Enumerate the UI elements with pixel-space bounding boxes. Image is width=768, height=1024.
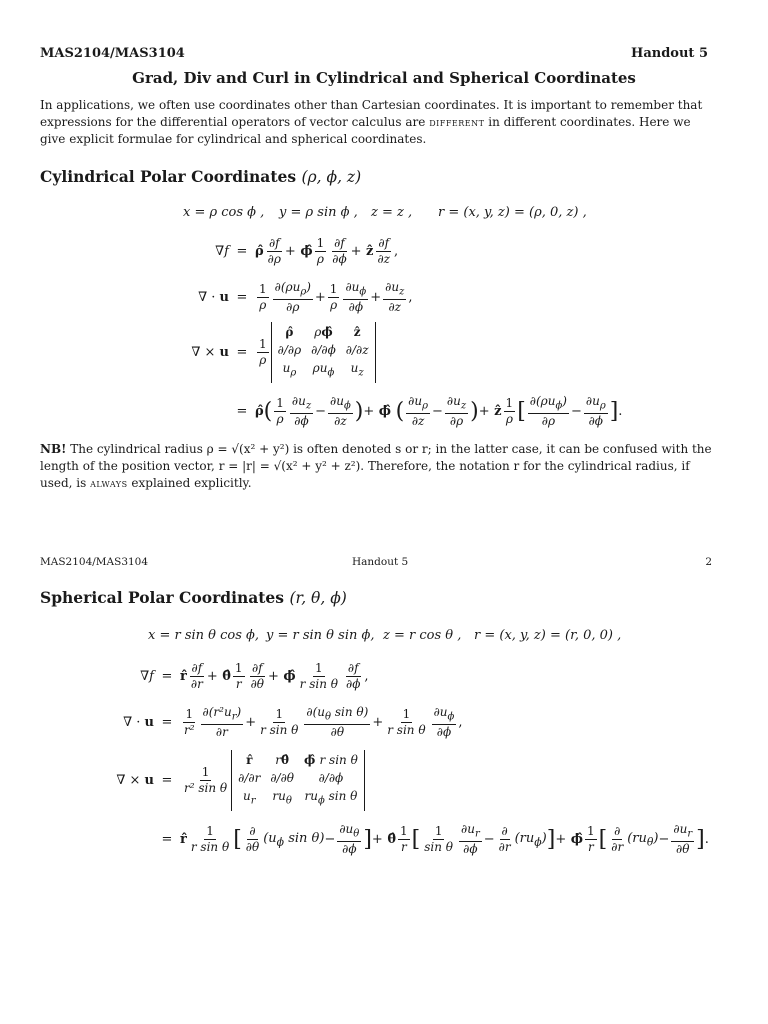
coord-def-z: z = z ,	[371, 205, 413, 220]
page2-header-course-code: MAS2104/MAS3104	[40, 556, 149, 568]
coord-def-x: x = ρ cos ϕ ,	[183, 205, 265, 220]
header-handout: Handout 5	[631, 46, 708, 61]
nb-paragraph	[40, 441, 715, 492]
sph-gradient-formula: ∇f = r̂ $\frac{\partial f}{\partial r}$ + θ̂ $\frac{1}{r}$ $\frac{\partial f}{\partial\theta}$ + ϕ̂ $\frac{1}{\text{r sin θ}}$ $\frac{\partial f}{\partial\phi}$ ,	[140, 661, 369, 691]
header-course-code: MAS2104/MAS3104	[40, 46, 185, 61]
section-title: Cylindrical Polar Coordinates	[40, 167, 297, 186]
sph-divergence-formula: ∇ · u = $\frac{1}{\text{r²}}$ $\frac{\partial(r^2u_r)}{\partial r}$ + $\frac{1}{\text{r sin θ}}$ $\frac{\partial(u_\theta \sin \theta)}{\partial\theta}$ + $\frac{1}{\text{r sin θ}}$ $\frac{\partial u_\phi}{\partial\phi}$ ,	[123, 705, 463, 740]
intro-paragraph	[40, 97, 715, 148]
sph-coord-def-r: r = (x, y, z) = (r, 0, 0) ,	[474, 628, 622, 643]
cyl-curl-expanded: = ρ̂ ( $\frac{1}{\rho}$ $\frac{\partial u_z}{\partial\phi}$ − $\frac{\partial u_\phi}{\partial z}$ ) + ϕ̂ ( $\frac{\partial u_\rho}{\partial z}$ − $\frac{\partial u_z}{\partial\rho}$ ) + ẑ $\frac{1}{\rho}$ [ $\frac{\partial(\rho u_\phi)}{\partial\rho}$ − $\frac{\partial u_\rho}{\partial\phi}$ ] .	[236, 394, 623, 429]
section-cylindrical	[40, 167, 361, 186]
nb-label: NB!	[40, 442, 67, 456]
intro-text-2: in different coordinates. Here we give explicit formulae for cylindrical and spherical coordinates.	[40, 115, 691, 146]
cyl-curl-determinant: ∇ × u = $\frac{1}{\rho}$ ρ̂ ρϕ̂ ẑ ∂/∂ρ ∂/∂ϕ ∂/∂z $u_\rho$ $\rho u_\phi$ $u_z$	[175, 322, 376, 383]
section-coordinates-spherical: (r, θ, ϕ)	[289, 589, 347, 607]
nb-text-1: The cylindrical radius ρ = √(x² + y²) is often denoted s or r; in the latter case, it can be confused with the length of the position vector, r = |r| = √(x² + y² + z²). Therefore, the notation r for the cylindrical radius, if used, is	[40, 442, 712, 490]
page-title: Grad, Div and Curl in Cylindrical and Spherical Coordinates	[132, 69, 636, 87]
sph-coord-def-y: y = r sin θ sin ϕ,	[266, 628, 375, 643]
sph-coord-def-z: z = r cos θ ,	[383, 628, 462, 643]
page2-page-number: 2	[705, 556, 712, 568]
section-spherical	[40, 588, 347, 607]
sph-curl-expanded: = r̂ $\frac{1}{\text{r sin θ}}$ [ $\frac{\partial}{\partial\theta}$ ($u_\phi$ sin θ) − $\frac{\partial u_\theta}{\partial\phi}$ ] + θ̂ $\frac{1}{r}$ [ $\frac{1}{\text{sin θ}}$ $\frac{\partial u_r}{\partial\phi}$ − $\frac{\partial}{\partial r}$ $(ru_\phi)$ ] + ϕ̂ $\frac{1}{r}$ [ $\frac{\partial}{\partial r}$ $(ru_\theta)$ − $\frac{\partial u_r}{\partial\theta}$ ] .	[161, 822, 709, 857]
coord-def-y: y = ρ sin ϕ ,	[279, 205, 358, 220]
nb-text-2: explained explicitly.	[131, 476, 252, 490]
page2-header-handout: Handout 5	[352, 556, 409, 568]
cyl-gradient-formula: ∇f = ρ̂ $\frac{\partial f}{\partial\rho}$ + ϕ̂ $\frac{1}{\rho}$ $\frac{\partial f}{\partial\phi}$ + ẑ $\frac{\partial f}{\partial z}$ ,	[215, 236, 399, 266]
intro-emphasis: different	[429, 115, 485, 129]
section-coordinates: (ρ, ϕ, z)	[301, 168, 362, 186]
sph-coord-def-x: x = r sin θ cos ϕ,	[148, 628, 260, 643]
nb-emphasis: always	[90, 476, 128, 490]
intro-text-1: In applications, we often use coordinates other than Cartesian coordinates. It is important to remember that expressions for the differential operators of vector calculus are	[40, 98, 703, 129]
cyl-divergence-formula: ∇ · u = $\frac{1}{\rho}$ $\frac{\partial(\rho u_\rho)}{\partial\rho}$ + $\frac{1}{\rho}$ $\frac{\partial u_\phi}{\partial\phi}$ + $\frac{\partial u_z}{\partial z}$ ,	[198, 280, 413, 315]
sph-curl-determinant: ∇ × u = $\frac{1}{\text{r² sin θ}}$ r̂ rθ̂ ϕ̂ r sin θ ∂/∂r ∂/∂θ ∂/∂ϕ $u_r$ $ru_\theta$ $ru_\phi$ sin θ	[100, 750, 365, 811]
coord-def-r: r = (x, y, z) = (ρ, 0, z) ,	[438, 205, 587, 220]
section-title-spherical: Spherical Polar Coordinates	[40, 588, 285, 607]
